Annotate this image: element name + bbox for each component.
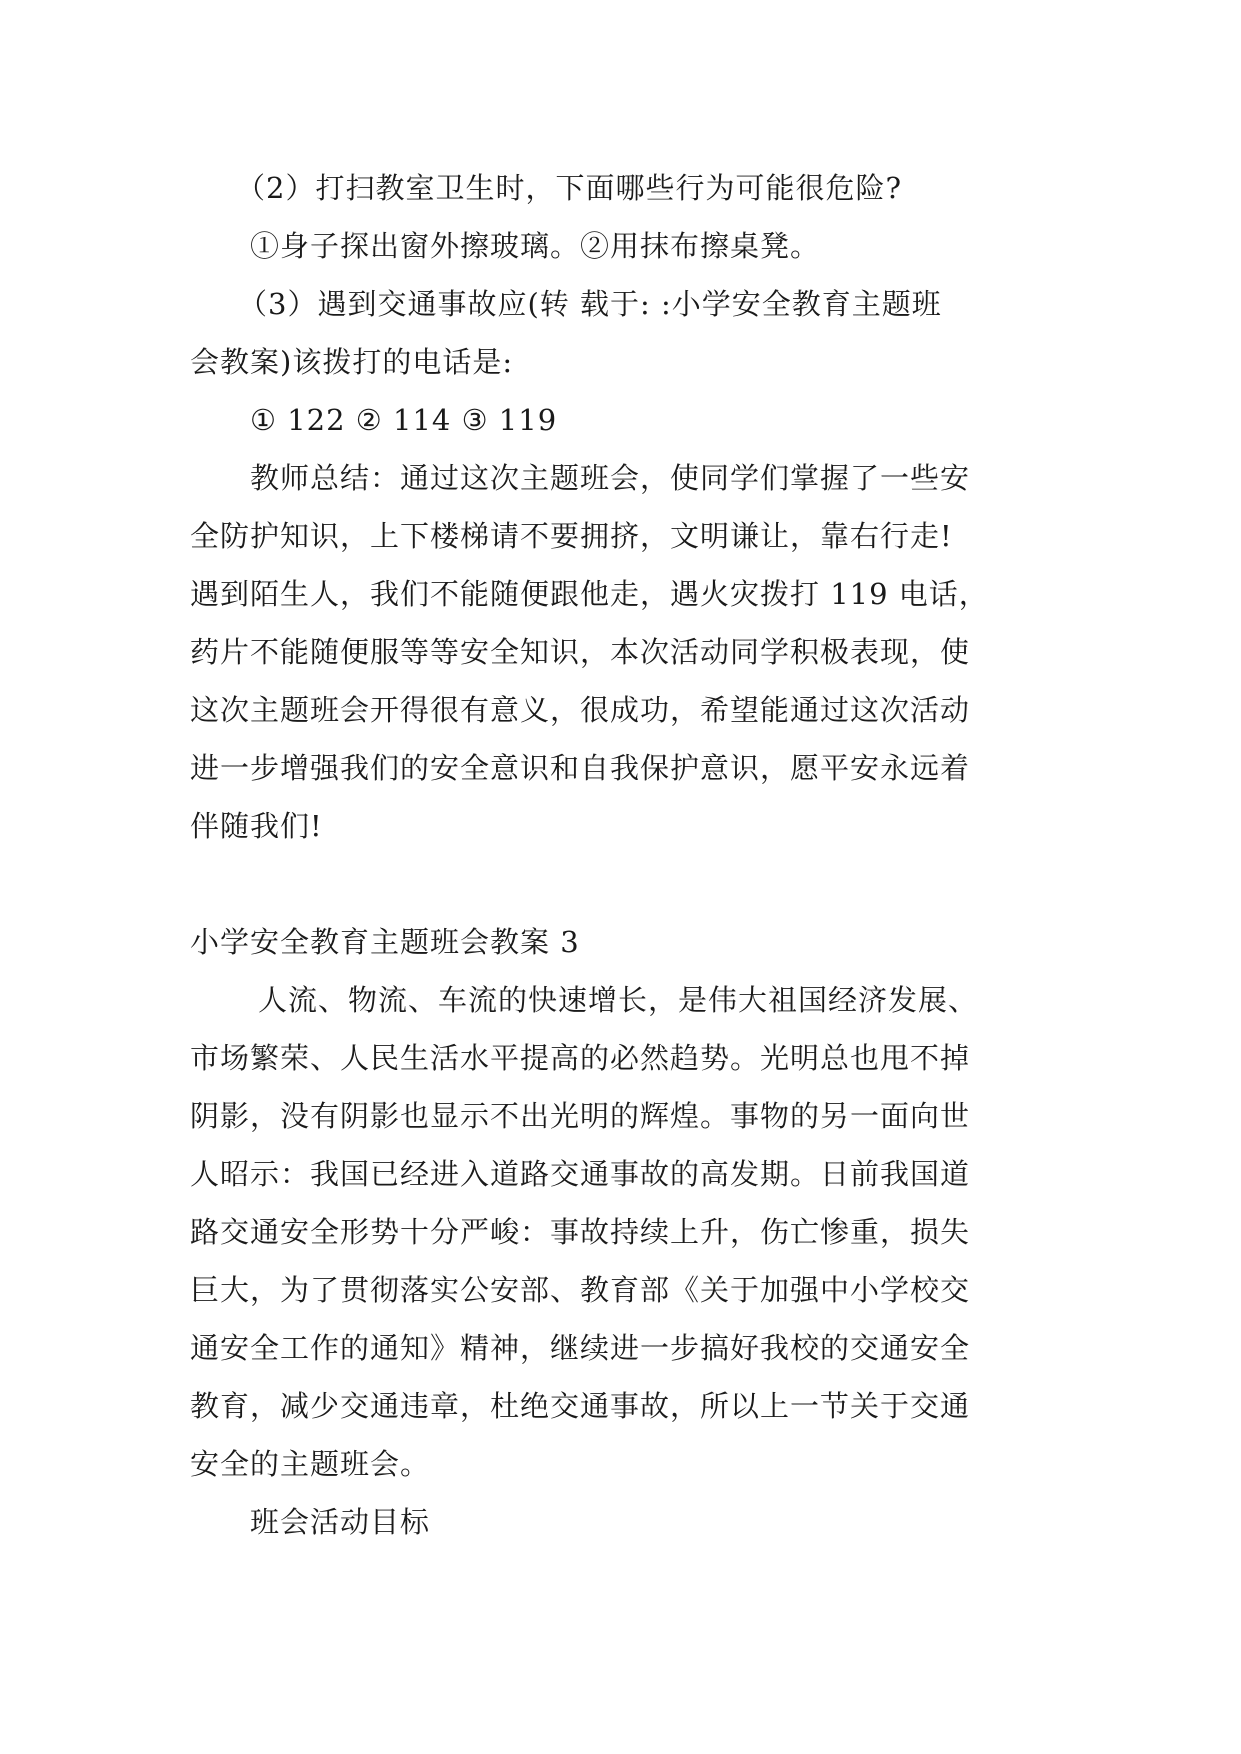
question-3-options: ① 122 ② 114 ③ 119: [250, 403, 558, 437]
paragraph-line-3: 阴影，没有阴影也显示不出光明的辉煌。事物的另一面向世: [190, 1099, 971, 1133]
activity-goal-heading: 班会活动目标: [250, 1505, 431, 1539]
question-2-options: ①身子探出窗外擦玻璃。②用抹布擦桌凳。: [250, 229, 821, 263]
summary-line-6: 进一步增强我们的安全意识和自我保护意识，愿平安永远着: [190, 751, 971, 785]
paragraph-line-2: 市场繁荣、人民生活水平提高的必然趋势。光明总也甩不掉: [190, 1041, 971, 1075]
paragraph-line-7: 通安全工作的通知》精神，继续进一步搞好我校的交通安全: [190, 1331, 971, 1365]
paragraph-line-4: 人昭示：我国已经进入道路交通事故的高发期。日前我国道: [190, 1157, 971, 1191]
question-3-line-2: 会教案)该拨打的电话是:: [190, 345, 514, 379]
summary-line-1: 教师总结：通过这次主题班会，使同学们掌握了一些安: [250, 461, 971, 495]
paragraph-line-5: 路交通安全形势十分严峻：事故持续上升，伤亡惨重，损失: [190, 1215, 971, 1249]
summary-line-3: 遇到陌生人，我们不能随便跟他走，遇火灾拨打 119 电话，: [190, 577, 989, 611]
section-title: 小学安全教育主题班会教案 3: [190, 925, 580, 959]
paragraph-line-6: 巨大，为了贯彻落实公安部、教育部《关于加强中小学校交: [190, 1273, 971, 1307]
paragraph-line-1: 人流、物流、车流的快速增长，是伟大祖国经济发展、: [258, 983, 979, 1017]
summary-line-4: 药片不能随便服等等安全知识，本次活动同学积极表现，使: [190, 635, 971, 669]
paragraph-line-8: 教育，减少交通违章，杜绝交通事故，所以上一节关于交通: [190, 1389, 971, 1423]
question-3-line-1: （3）遇到交通事故应(转 载于: :小学安全教育主题班: [238, 287, 942, 321]
summary-line-5: 这次主题班会开得很有意义，很成功，希望能通过这次活动: [190, 693, 971, 727]
question-2: （2）打扫教室卫生时，下面哪些行为可能很危险?: [236, 171, 902, 205]
summary-line-7: 伴随我们!: [190, 809, 323, 843]
summary-line-2: 全防护知识，上下楼梯请不要拥挤，文明谦让，靠右行走!: [190, 519, 953, 553]
paragraph-line-9: 安全的主题班会。: [190, 1447, 431, 1481]
